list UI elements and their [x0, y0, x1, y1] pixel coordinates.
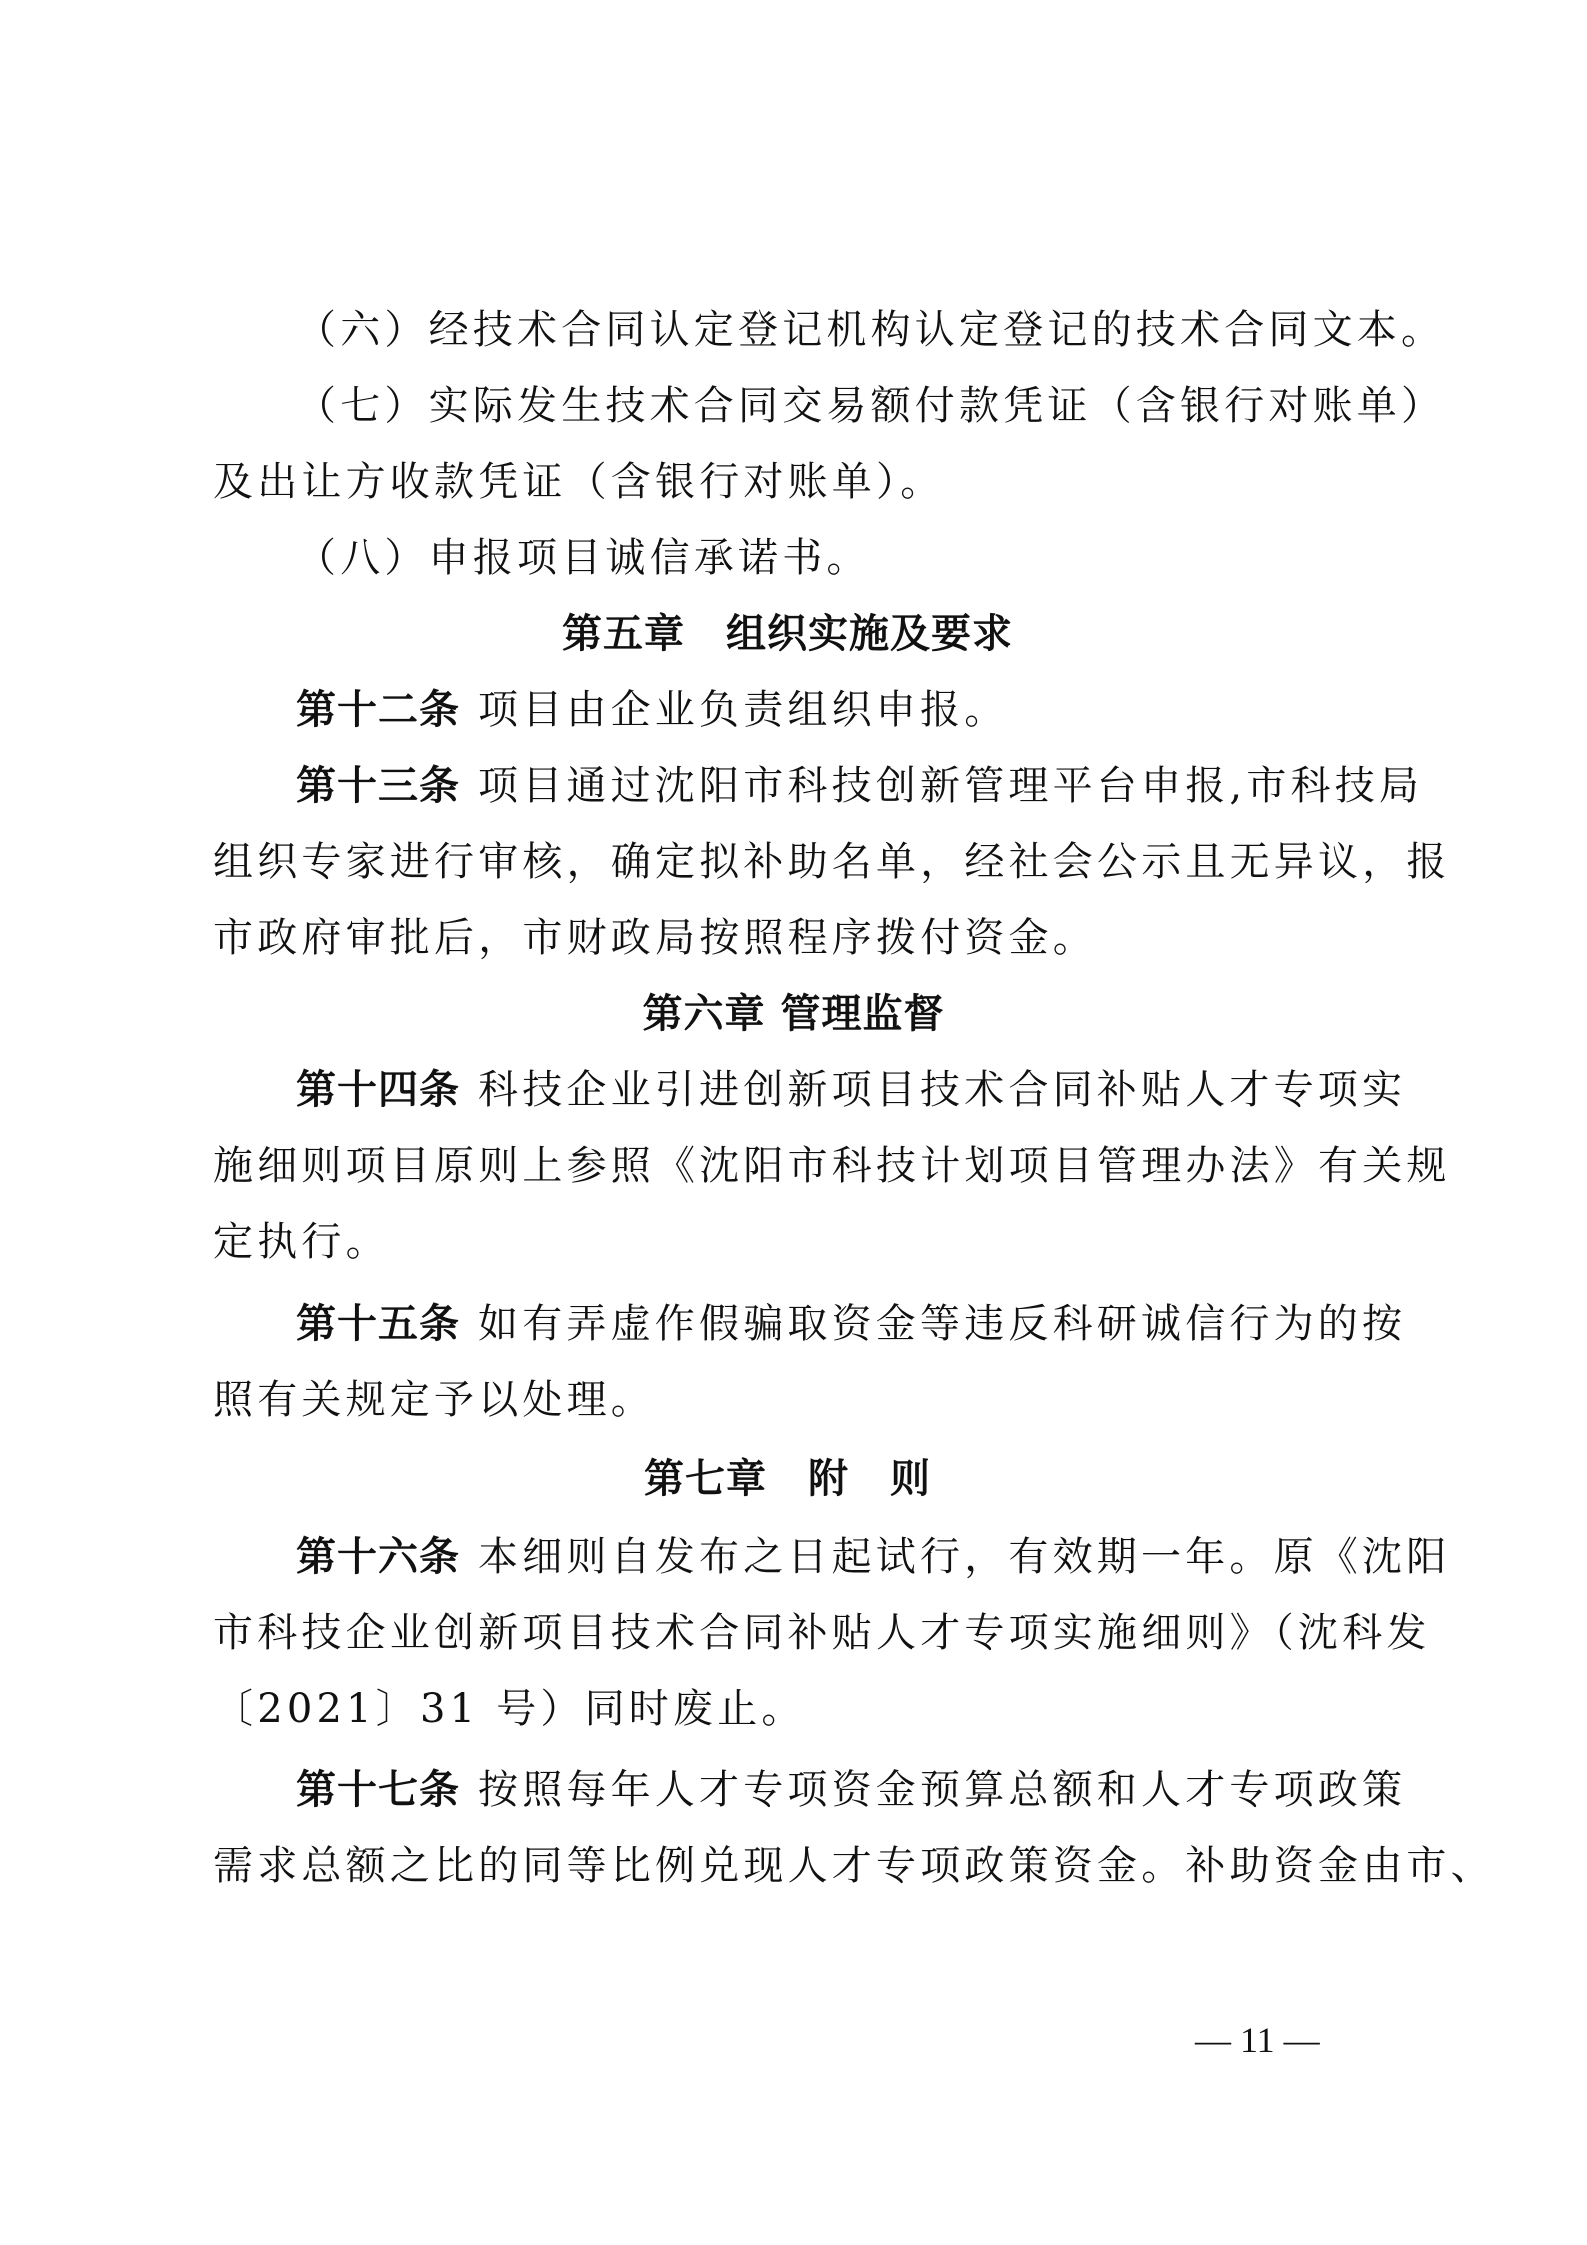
- article-13-line2: [213, 838, 1451, 886]
- chapter-7-heading: 第七章 附 则: [644, 1456, 931, 1502]
- chapter-5-heading: 第五章 组织实施及要求: [562, 611, 1013, 657]
- article-17-text-1: 按照每年人才专项资金预算总额和人才专项政策: [478, 1767, 1407, 1813]
- article-15-line2: [213, 1376, 1393, 1424]
- article-12-label: 第十二条: [296, 687, 460, 733]
- article-15-text-1: 如有弄虚作假骗取资金等违反科研诚信行为的按: [478, 1301, 1407, 1347]
- article-13-line3: [213, 914, 1393, 962]
- article-16-line2: [213, 1609, 1431, 1657]
- article-16-label: 第十六条: [296, 1534, 460, 1580]
- article-13-text-3: 市政府审批后，市财政局按照程序拨付资金。: [213, 915, 1097, 961]
- article-16-line3: [213, 1685, 1393, 1733]
- article-14-line2: [213, 1142, 1451, 1190]
- article-13-line1: [296, 762, 1424, 810]
- article-14-text-2: 施细则项目原则上参照《沈阳市科技计划项目管理办法》有关规: [213, 1143, 1451, 1189]
- article-15-text-2: 照有关规定予以处理。: [213, 1377, 655, 1423]
- article-17-text-2: 需求总额之比的同等比例兑现人才专项政策资金。补助资金由市、: [213, 1843, 1495, 1889]
- article-16-text-3: 〔2021〕31 号）同时废止。: [213, 1686, 806, 1732]
- article-13-text-2: 组织专家进行审核，确定拟补助名单，经社会公示且无异议，报: [213, 839, 1451, 885]
- article-14-label: 第十四条: [296, 1067, 460, 1113]
- article-17-line2: [213, 1842, 1495, 1890]
- page-number: — 11 —: [1195, 2020, 1320, 2060]
- article-15-label: 第十五条: [296, 1301, 460, 1347]
- article-17-label: 第十七条: [296, 1767, 460, 1813]
- article-12-text: 项目由企业负责组织申报。: [478, 687, 1009, 733]
- list-item-8-text: （八）申报项目诚信承诺书。: [296, 535, 871, 581]
- article-13-label: 第十三条: [296, 763, 460, 809]
- article-14-text-3: 定执行。: [213, 1219, 390, 1265]
- chapter-6-heading: 第六章 管理监督: [642, 991, 945, 1037]
- article-14-line1: [296, 1066, 1407, 1114]
- list-item-7-line1: [296, 382, 1446, 430]
- article-12: [296, 686, 1476, 734]
- article-15-line1: [296, 1300, 1407, 1348]
- list-item-6: [296, 306, 1476, 354]
- list-item-7-text-2: 及出让方收款凭证（含银行对账单）。: [213, 459, 945, 505]
- list-item-7-text-1: （七）实际发生技术合同交易额付款凭证（含银行对账单）: [296, 383, 1446, 429]
- list-item-7-line2: [213, 458, 1393, 506]
- list-item-6-text: （六）经技术合同认定登记机构认定登记的技术合同文本。: [296, 307, 1446, 353]
- article-14-text-1: 科技企业引进创新项目技术合同补贴人才专项实: [478, 1067, 1407, 1113]
- article-16-text-2: 市科技企业创新项目技术合同补贴人才专项实施细则》（沈科发: [213, 1610, 1431, 1656]
- article-16-line1: [296, 1533, 1451, 1581]
- list-item-8: [296, 534, 1476, 582]
- article-16-text-1: 本细则自发布之日起试行，有效期一年。原《沈阳: [478, 1534, 1451, 1580]
- article-17-line1: [296, 1766, 1407, 1814]
- article-13-text-1: 项目通过沈阳市科技创新管理平台申报,市科技局: [478, 763, 1424, 809]
- article-14-line3: [213, 1218, 1393, 1266]
